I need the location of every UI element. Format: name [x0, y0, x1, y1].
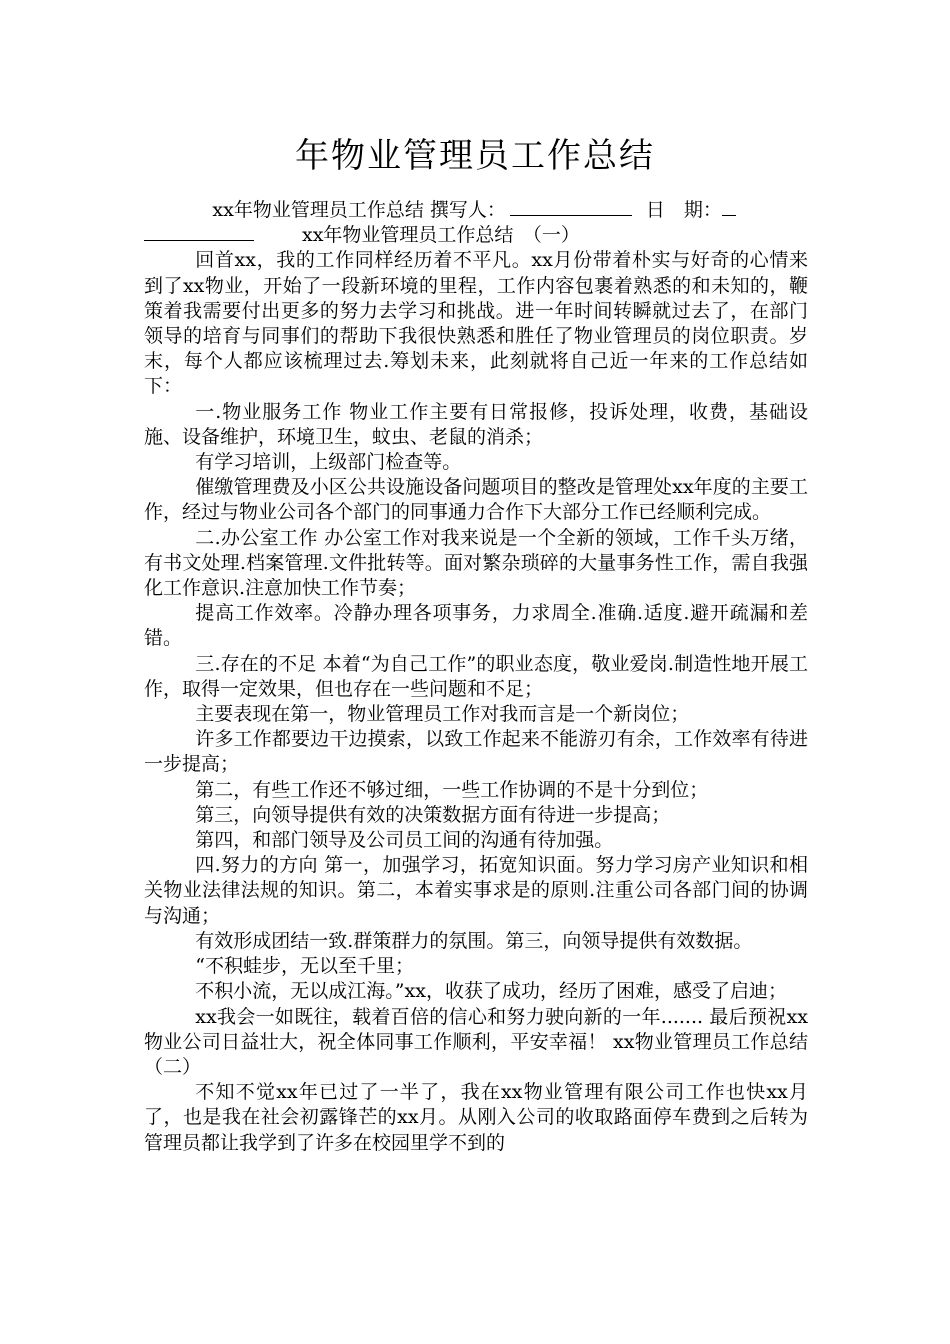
paragraph: 第三，向领导提供有效的决策数据方面有待进一步提高；: [195, 803, 671, 826]
paragraph: 回首xx，我的工作同样经历着不平凡。xx月份带着朴实与好奇的心情来到了xx物业，开始了一段新环境的里程，工作内容包裹着熟悉的和未知的，鞭策着我需要付出更多的努力去学习和挑战。进一年时间转瞬就过去了，在部门领导的培育与同事们的帮助下我很快熟悉和胜任了物业管理员的岗位职责。岁末，每个人都应该梳理过去.筹划未来，此刻就将自己近一年来的工作总结如下：: [144, 249, 808, 398]
document-body: [144, 198, 808, 1156]
paragraph: 三.存在的不足 本着“为自己工作”的职业态度，敬业爱岗.制造性地开展工作，取得一定效果，但也存在一些问题和不足；: [144, 652, 808, 700]
document-title: 年物业管理员工作总结: [295, 136, 655, 176]
date-blank-start: [722, 199, 736, 216]
paragraph: xx我会一如既往，载着百倍的信心和努力驶向新的一年....... 最后预祝xx物业公司日益壮大，祝全体同事工作顺利，平安幸福！ xx物业管理员工作总结（二）: [144, 1005, 808, 1078]
paragraph: 第四，和部门领导及公司员工间的沟通有待加强。: [195, 829, 614, 852]
paragraph: 提高工作效率。冷静办理各项事务，力求周全.准确.适度.避开疏漏和差错。: [144, 602, 808, 650]
paragraph: 不知不觉xx年已过了一半了，我在xx物业管理有限公司工作也快xx月了，也是我在社会初露锋芒的xx月。从刚入公司的收取路面停车费到之后转为管理员都让我学到了许多在校园里学不到的: [144, 1081, 808, 1154]
paragraph: 主要表现在第一，物业管理员工作对我而言是一个新岗位；: [195, 703, 690, 726]
paragraph: 一.物业服务工作 物业工作主要有日常报修，投诉处理，收费，基础设施、设备维护，环境卫生，蚊虫、老鼠的消杀；: [144, 400, 808, 448]
paragraph: 有学习培训，上级部门检查等。: [195, 451, 462, 474]
date-label: 日 期：: [645, 199, 722, 221]
paragraph: 不积小流，无以成江海。”xx，收获了成功，经历了困难，感受了启迪；: [195, 980, 787, 1003]
paragraph: 有效形成团结一致.群策群力的氛围。第三，向领导提供有效数据。: [195, 929, 753, 952]
author-blank: [510, 199, 632, 216]
header-line: [144, 198, 808, 223]
paragraph: “不积蛙步，无以至千里；: [195, 955, 415, 978]
paragraph: 催缴管理费及小区公共设施设备问题项目的整改是管理处xx年度的主要工作，经过与物业公司各个部门的同事通力合作下大部分工作已经顺利完成。: [144, 476, 808, 524]
paragraph: 四.努力的方向 第一，加强学习，拓宽知识面。努力学习房产业知识和相关物业法律法规的知识。第二，本着实事求是的原则.注重公司各部门间的协调与沟通；: [144, 854, 808, 927]
header-line-2: [144, 223, 808, 248]
header-subtitle: xx年物业管理员工作总结 撰写人：: [212, 199, 506, 221]
date-blank-end: [144, 224, 254, 241]
paragraph: 许多工作都要边干边摸索，以致工作起来不能游刃有余，工作效率有待进一步提高；: [144, 728, 808, 776]
paragraph: 第二，有些工作还不够过细，一些工作协调的不是十分到位；: [195, 778, 709, 801]
section-one-heading: xx年物业管理员工作总结 （一）: [302, 224, 580, 247]
paragraph: 二.办公室工作 办公室工作对我来说是一个全新的领域，工作千头万绪，有书文处理.档案管理.文件批转等。面对繁杂琐碎的大量事务性工作，需自我强化工作意识.注意加快工作节奏；: [144, 526, 808, 600]
